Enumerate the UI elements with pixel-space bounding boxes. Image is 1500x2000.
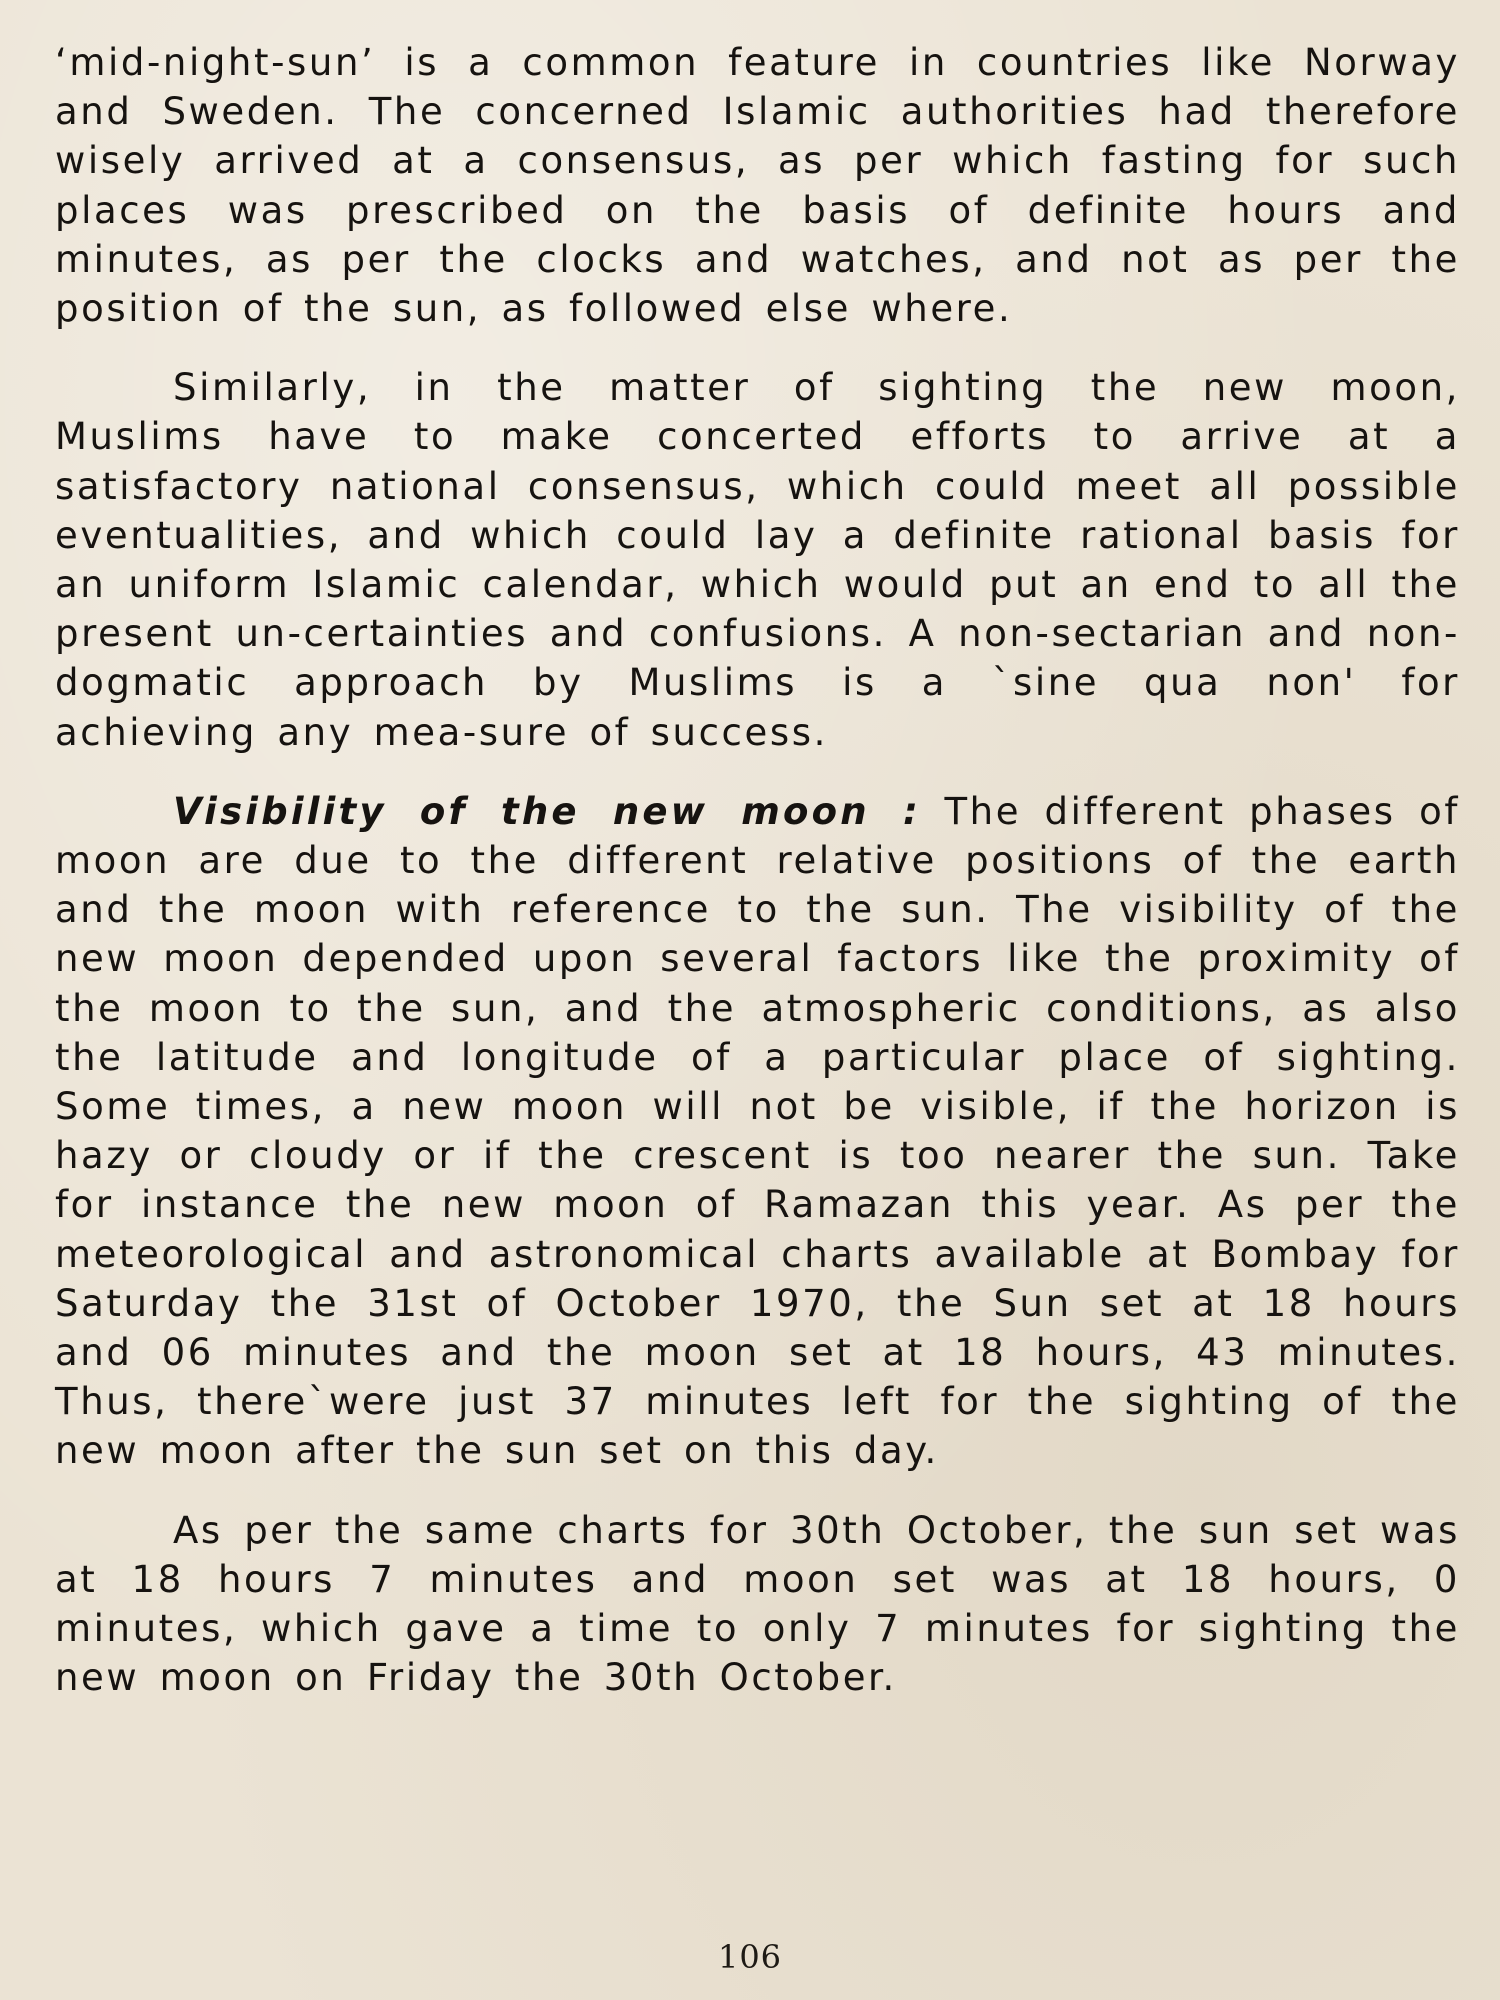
paragraph-3 — [55, 787, 1460, 1476]
paragraph-4: As per the same charts for 30th October, the sun set was at 18 hours 7 minutes and moon set was at 18 hours, 0 minutes, which gave a time to only 7 minutes for sighting the new moon on Friday the 30th October. — [55, 1508, 1460, 1700]
page-number: 106 — [717, 1938, 783, 1976]
paragraph-3-text: The different phases of moon are due to the different relative positions of the earth and the moon with reference to the sun. The visibility of the new moon depended upon several factors like the proximity of the moon to the sun, and the atmospheric conditions, as also the latitude and longitude of a particular place of sighting. Some times, a new moon will not be visible, if the horizon is hazy or cloudy or if the crescent is too nearer the sun. Take for instance the new moon of Ramazan this year. As per the meteorological and astronomical charts available at Bombay for Saturday the 31st of October 1970, the Sun set at 18 hours and 06 minutes and the moon set at 18 hours, 43 minutes. Thus, there`were just 37 minutes left for the sighting of the new moon after the sun set on this day. — [55, 789, 1460, 1473]
section-heading: Visibility of the new moon : — [173, 789, 922, 833]
paragraph-1: ‘mid-night-sun’ is a common feature in countries like Norway and Sweden. The concerned Islamic authorities had therefore wisely arrived at a consensus, as per which fasting for such places was prescribed on the basis of definite hours and minutes, as per the clocks and watches, and not as per the position of the sun, as followed else where. — [55, 41, 1460, 331]
paragraph-2: Similarly, in the matter of sighting the new moon, Muslims have to make concerted efforts to arrive at a satisfactory national consensus, which could meet all possible eventualities, and which could lay a definite rational basis for an uniform Islamic calendar, which would put an end to all the present un-certainties and confusions. A non-sectarian and non-dogmatic approach by Muslims is a `sine qua non' for achieving any mea-sure of success. — [55, 366, 1460, 754]
page-body — [55, 38, 1460, 1703]
